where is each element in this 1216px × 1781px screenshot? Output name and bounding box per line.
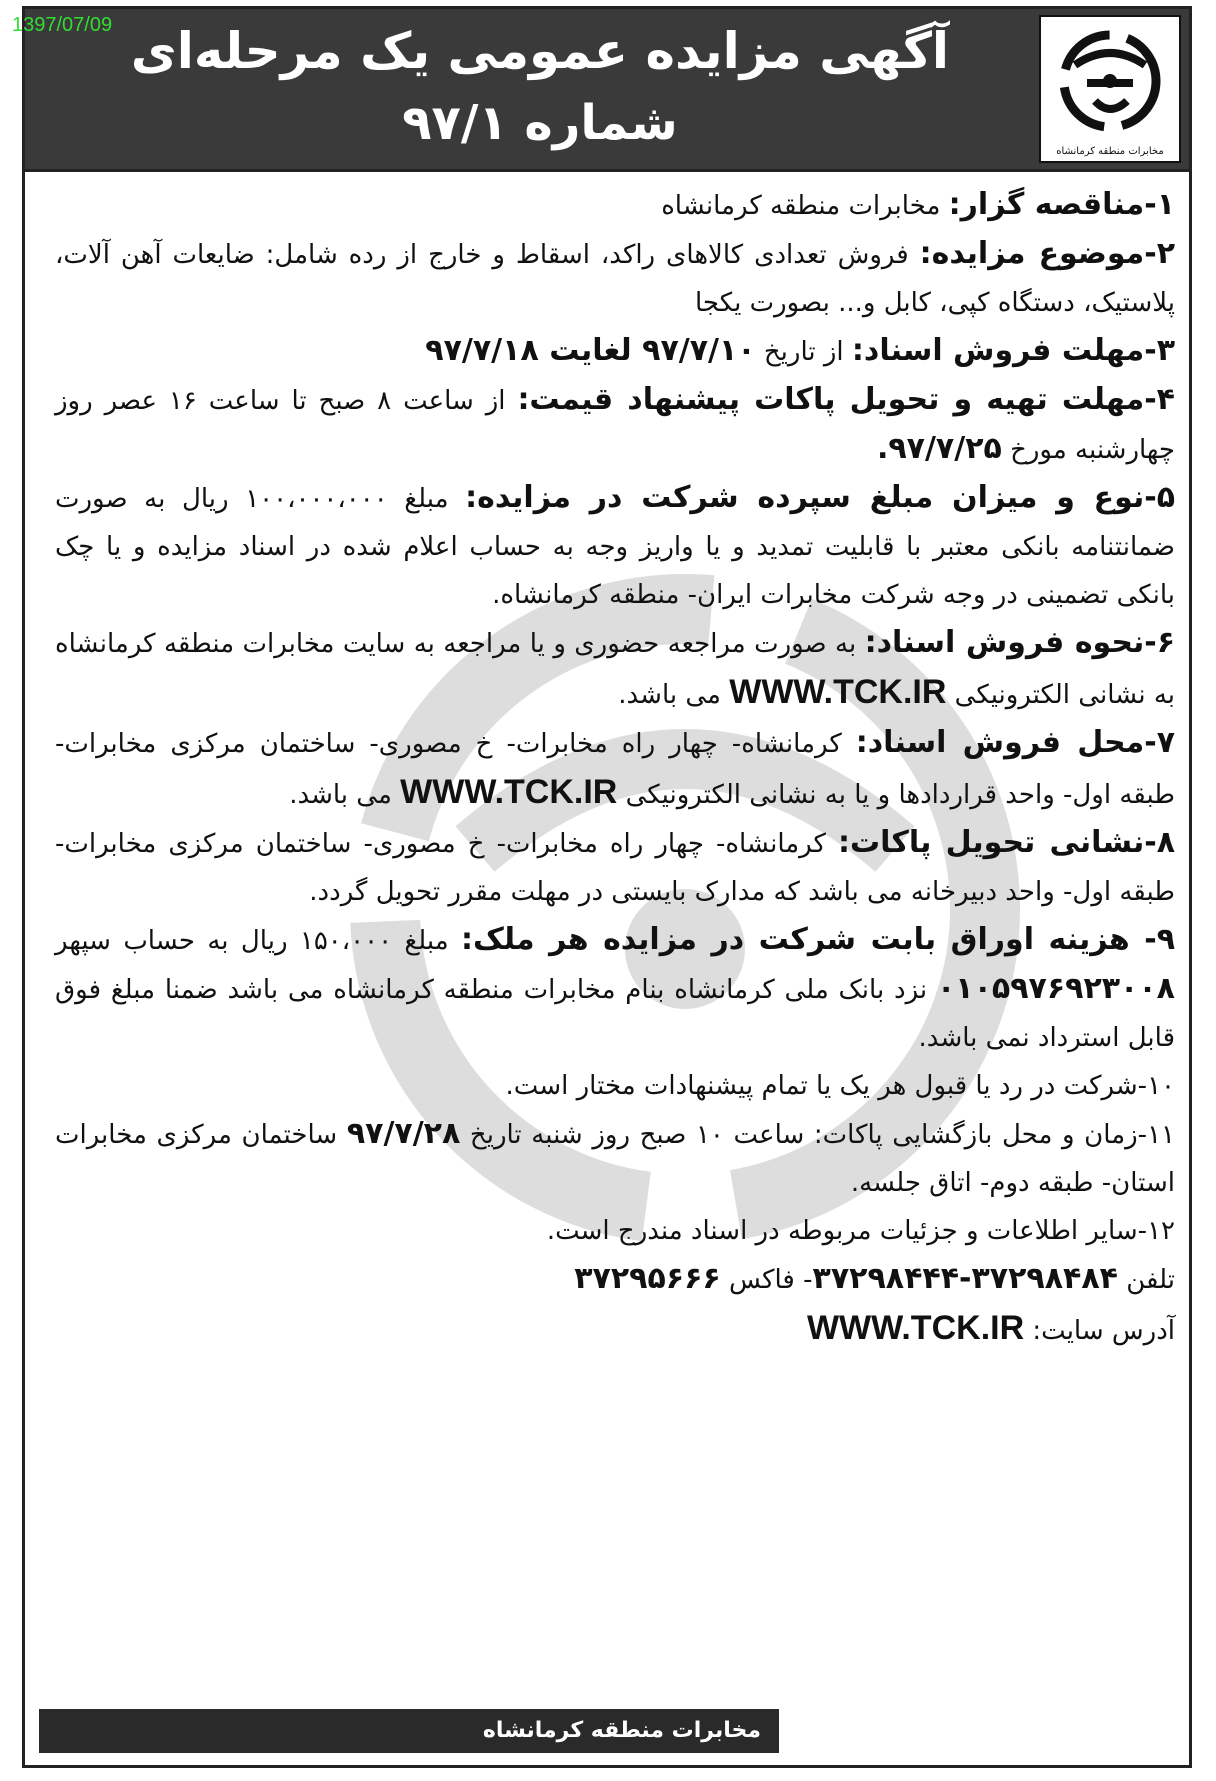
item-text: کرمانشاه- چهار راه مخابرات- خ مصوری- ساختمان مرکزی مخابرات- طبقه اول- واحد قراردادها و یا به نشانی الکترونیکی [55, 729, 1175, 810]
item-date: ۹۷/۷/۲۵. [876, 431, 1002, 466]
item-label: ۳-مهلت فروش اسناد: [851, 333, 1175, 368]
item-12 [55, 1207, 1175, 1255]
footer-text: مخابرات منطقه کرمانشاه [482, 1718, 761, 1743]
logo-icon [1047, 21, 1173, 137]
item-1 [55, 181, 1175, 230]
item-text: ۱۲-سایر اطلاعات و جزئیات مربوطه در اسناد مندرج است. [546, 1216, 1175, 1246]
notice-title: آگهی مزایده عمومی یک مرحله‌ای [130, 22, 950, 80]
item-9 [55, 916, 1175, 1062]
item-tail: نزد بانک ملی کرمانشاه بنام مخابرات منطقه کرمانشاه می باشد ضمنا مبلغ فوق قابل استرداد نمی باشد. [55, 975, 1175, 1053]
site-label: آدرس سایت: [1024, 1316, 1175, 1346]
item-tail: می باشد. [618, 680, 730, 710]
item-8 [55, 819, 1175, 916]
item-tail: می باشد. [289, 780, 401, 810]
title-block [45, 15, 1035, 165]
site-link[interactable]: WWW.TCK.IR [400, 773, 618, 811]
company-logo [1039, 15, 1181, 163]
site-link[interactable]: WWW.TCK.IR [806, 1309, 1025, 1347]
item-text: مبلغ ۱۰۰،۰۰۰،۰۰۰ ریال به صورت ضمانتنامه بانکی معتبر با قابلیت تمدید و یا واریز وجه به حساب اعلام شده در اسناد مزایده و یا چک بانکی تضمینی در وجه شرکت مخابرات ایران- منطقه کرمانشاه. [55, 484, 1175, 610]
item-7 [55, 719, 1175, 819]
item-text: از ساعت ۸ صبح تا ساعت ۱۶ عصر روز چهارشنبه مورخ [55, 386, 1175, 465]
item-text: ۱۰-شرکت در رد یا قبول هر یک یا تمام پیشنهادات مختار است. [505, 1071, 1175, 1101]
fax-label: - فاکس [720, 1265, 813, 1295]
item-6 [55, 619, 1175, 719]
item-text: کرمانشاه- چهار راه مخابرات- خ مصوری- ساختمان مرکزی مخابرات- طبقه اول- واحد دبیرخانه می باشد که مدارک بایستی در مهلت مقرر تحویل گردد. [55, 829, 1175, 907]
item-10 [55, 1062, 1175, 1110]
item-text: فروش تعدادی کالاهای راکد، اسقاط و خارج از رده شامل: ضایعات آهن آلات، پلاستیک، دستگاه کپی، کابل و... بصورت یکجا [55, 240, 1175, 318]
footer-bar [39, 1709, 779, 1753]
item-label: ۷-محل فروش اسناد: [855, 725, 1175, 760]
account-number: ۰۱۰۵۹۷۶۹۲۳۰۰۸ [936, 971, 1175, 1006]
item-text: ۱۱-زمان و محل بازگشایی پاکات: ساعت ۱۰ صبح روز شنبه تاریخ [460, 1120, 1176, 1150]
item-4 [55, 376, 1175, 474]
item-text: از تاریخ [755, 337, 852, 367]
item-text: مبلغ ۱۵۰،۰۰۰ ریال به حساب سپهر [55, 926, 462, 956]
contact-site [55, 1304, 1175, 1355]
notice-body [55, 181, 1175, 1355]
item-label: ۲-موضوع مزایده: [919, 236, 1176, 271]
item-label: ۶-نحوه فروش اسناد: [864, 625, 1175, 660]
item-label: ۴-مهلت تهیه و تحویل پاکات پیشنهاد قیمت: [517, 382, 1175, 417]
notice-frame [22, 6, 1192, 1768]
item-text: به صورت مراجعه حضوری و یا مراجعه به سایت مخابرات منطقه کرمانشاه به نشانی الکترونیکی [55, 629, 1175, 710]
date-stamp: 1397/07/09 [12, 14, 113, 36]
contact-phones [55, 1255, 1175, 1304]
item-11 [55, 1110, 1175, 1207]
notice-number: شماره ۹۷/۱ [402, 95, 678, 151]
item-label: ۵-نوع و میزان مبلغ سپرده شرکت در مزایده: [465, 480, 1176, 515]
phone-label: تلفن [1117, 1265, 1175, 1295]
opening-date: ۹۷/۷/۲۸ [346, 1116, 461, 1151]
item-label: ۸-نشانی تحویل پاکات: [837, 825, 1175, 860]
site-link[interactable]: WWW.TCK.IR [729, 673, 947, 711]
notice-header [25, 9, 1189, 172]
phone-numbers: ۳۷۲۹۸۴۸۴-۳۷۲۹۸۴۴۴ [812, 1261, 1118, 1296]
item-label: ۱-مناقصه گزار: [948, 187, 1175, 222]
item-2 [55, 230, 1175, 327]
item-tail: ساختمان مرکزی مخابرات استان- طبقه دوم- اتاق جلسه. [55, 1120, 1175, 1198]
item-label: ۹- هزینه اوراق بابت شرکت در مزایده هر ملک: [461, 922, 1176, 957]
item-text: مخابرات منطقه کرمانشاه [661, 191, 949, 221]
fax-number: ۳۷۲۹۵۶۶۶ [574, 1261, 721, 1296]
item-5 [55, 474, 1175, 619]
logo-caption: مخابرات منطقه کرمانشاه [1056, 146, 1164, 157]
item-3 [55, 327, 1175, 376]
item-dates: ۹۷/۷/۱۰ لغایت ۹۷/۷/۱۸ [425, 333, 756, 368]
